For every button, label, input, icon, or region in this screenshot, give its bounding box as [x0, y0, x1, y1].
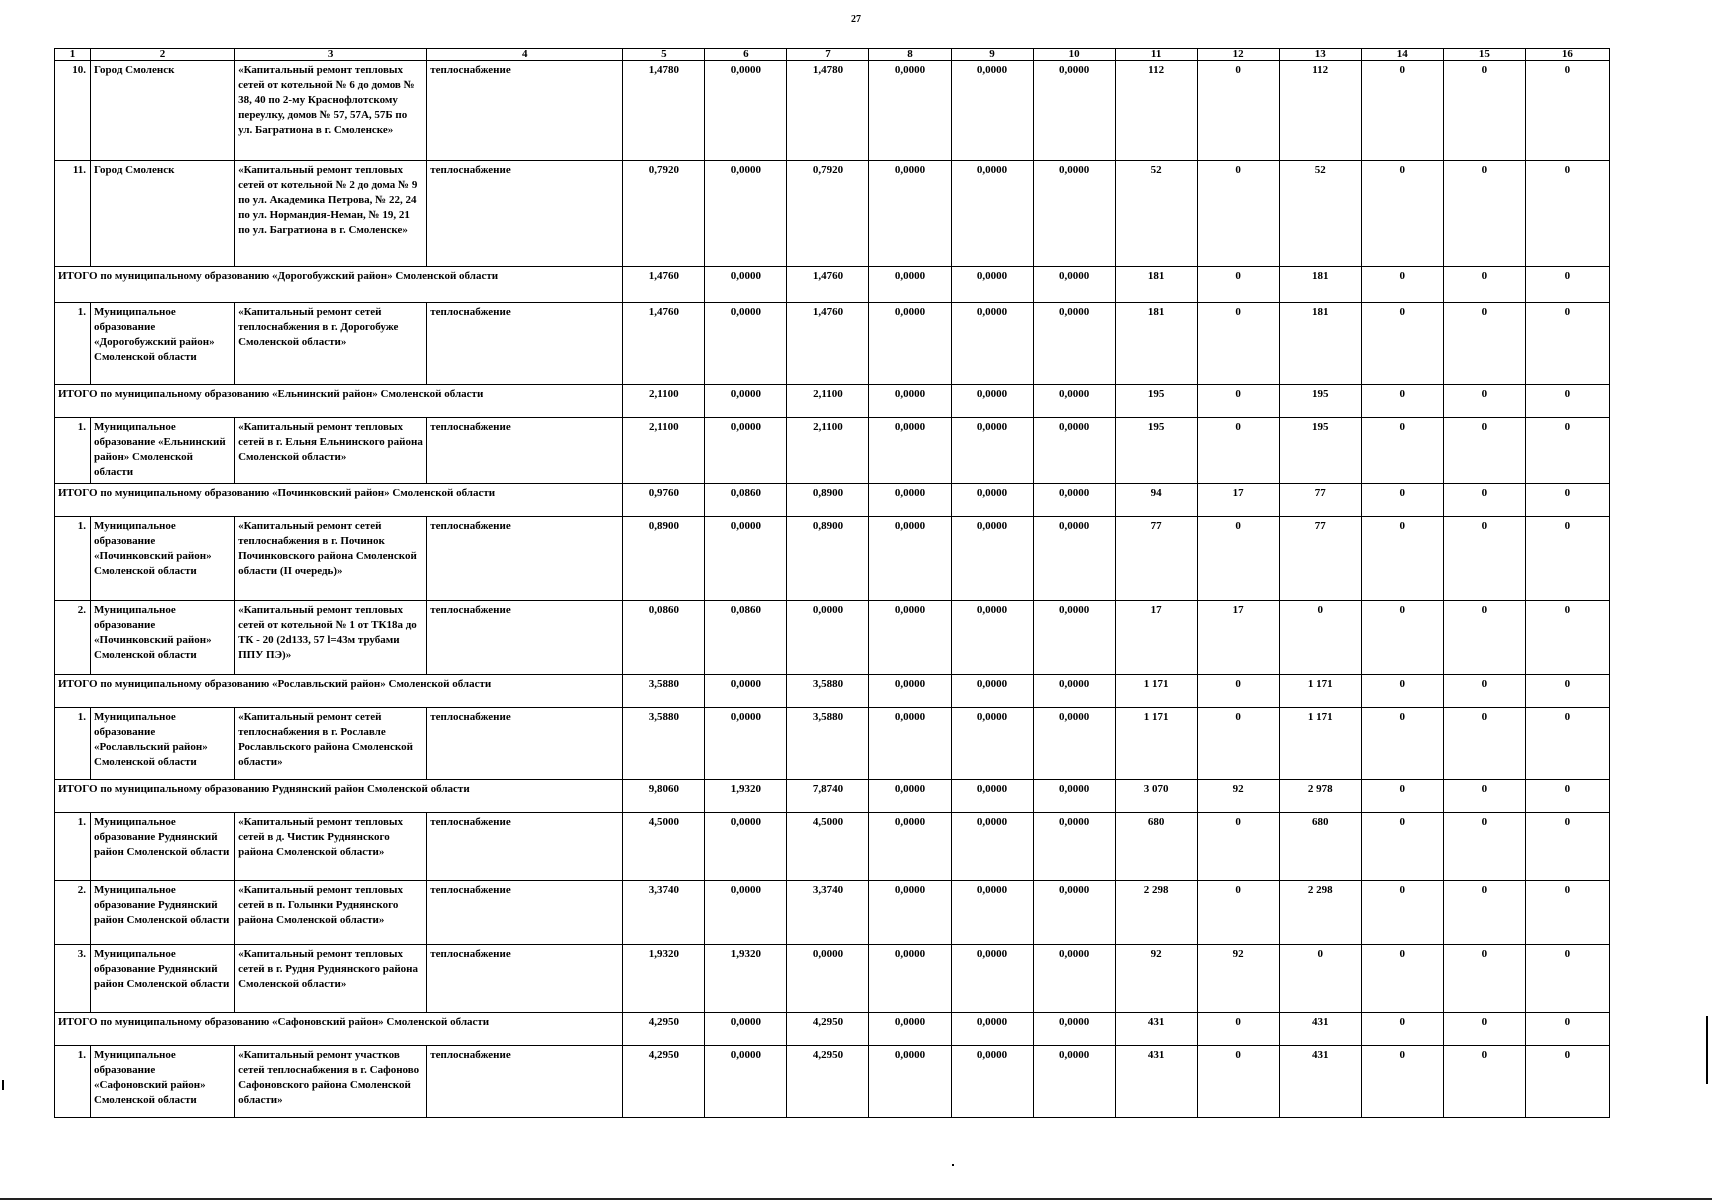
value-cell: 0,0000 [951, 484, 1033, 517]
value-cell: 92 [1197, 780, 1279, 813]
subtotal-row [55, 267, 1610, 303]
municipality-cell: Муниципальное образование Руднянский район Смоленской области [91, 813, 235, 881]
value-cell: 0,0000 [1033, 1013, 1115, 1046]
value-cell: 195 [1279, 418, 1361, 484]
value-cell: 0 [1525, 780, 1609, 813]
column-number-header: 3 [235, 49, 427, 61]
value-cell: 77 [1279, 517, 1361, 601]
column-number-header: 4 [427, 49, 623, 61]
value-cell: 0 [1361, 517, 1443, 601]
value-cell: 3,5880 [787, 675, 869, 708]
value-cell: 0,0000 [869, 945, 951, 1013]
value-cell: 0 [1361, 945, 1443, 1013]
value-cell: 0,0000 [951, 267, 1033, 303]
municipality-cell: Муниципальное образование Руднянский район Смоленской области [91, 881, 235, 945]
value-cell: 2 298 [1279, 881, 1361, 945]
value-cell: 0,0000 [1033, 881, 1115, 945]
value-cell: 0,0000 [1033, 708, 1115, 780]
service-type-cell: теплоснабжение [427, 945, 623, 1013]
value-cell: 195 [1279, 385, 1361, 418]
value-cell: 0,8900 [787, 484, 869, 517]
service-type-cell: теплоснабжение [427, 517, 623, 601]
column-number-header: 7 [787, 49, 869, 61]
value-cell: 4,2950 [787, 1013, 869, 1046]
subtotal-label: ИТОГО по муниципальному образованию «Починковский район» Смоленской области [55, 484, 623, 517]
column-number-row [55, 49, 1610, 61]
value-cell: 0 [1197, 517, 1279, 601]
value-cell: 2 298 [1115, 881, 1197, 945]
value-cell: 0 [1443, 484, 1525, 517]
value-cell: 92 [1197, 945, 1279, 1013]
value-cell: 1 171 [1115, 708, 1197, 780]
value-cell: 0,0000 [1033, 61, 1115, 161]
project-description-cell: «Капитальный ремонт тепловых сетей в г. Ельня Ельнинского района Смоленской области» [235, 418, 427, 484]
value-cell: 0 [1361, 1013, 1443, 1046]
value-cell: 0,0000 [951, 601, 1033, 675]
value-cell: 0 [1525, 601, 1609, 675]
page-number: 27 [851, 14, 861, 25]
value-cell: 1,4760 [787, 267, 869, 303]
value-cell: 0,0000 [1033, 780, 1115, 813]
value-cell: 0 [1361, 601, 1443, 675]
value-cell: 0,0000 [787, 601, 869, 675]
value-cell: 0,0000 [869, 813, 951, 881]
value-cell: 17 [1197, 484, 1279, 517]
value-cell: 0,0000 [869, 881, 951, 945]
value-cell: 0 [1361, 708, 1443, 780]
table-row [55, 601, 1610, 675]
value-cell: 52 [1279, 161, 1361, 267]
municipality-cell: Муниципальное образование «Рославльский район» Смоленской области [91, 708, 235, 780]
table-body [55, 49, 1610, 1118]
value-cell: 0 [1443, 881, 1525, 945]
project-description-cell: «Капитальный ремонт сетей теплоснабжения в г. Рославле Рославльского района Смоленской области» [235, 708, 427, 780]
value-cell: 3 070 [1115, 780, 1197, 813]
value-cell: 0 [1443, 61, 1525, 161]
value-cell: 431 [1115, 1013, 1197, 1046]
value-cell: 7,8740 [787, 780, 869, 813]
value-cell: 2,1100 [787, 418, 869, 484]
municipality-cell: Муниципальное образование «Сафоновский район» Смоленской области [91, 1046, 235, 1118]
value-cell: 0 [1361, 881, 1443, 945]
value-cell: 0,0000 [951, 303, 1033, 385]
value-cell: 0 [1361, 418, 1443, 484]
value-cell: 0,0860 [705, 484, 787, 517]
subtotal-label: ИТОГО по муниципальному образованию «Дорогобужский район» Смоленской области [55, 267, 623, 303]
value-cell: 0 [1361, 675, 1443, 708]
value-cell: 0 [1361, 813, 1443, 881]
row-index: 11. [55, 161, 91, 267]
value-cell: 0,0000 [1033, 418, 1115, 484]
value-cell: 0,0000 [705, 675, 787, 708]
service-type-cell: теплоснабжение [427, 303, 623, 385]
value-cell: 0,0000 [1033, 517, 1115, 601]
service-type-cell: теплоснабжение [427, 161, 623, 267]
value-cell: 77 [1115, 517, 1197, 601]
value-cell: 0 [1197, 385, 1279, 418]
value-cell: 0,0000 [1033, 385, 1115, 418]
value-cell: 3,5880 [623, 708, 705, 780]
value-cell: 0 [1361, 1046, 1443, 1118]
value-cell: 0 [1197, 418, 1279, 484]
value-cell: 0,0000 [1033, 303, 1115, 385]
row-index: 1. [55, 708, 91, 780]
value-cell: 0 [1525, 61, 1609, 161]
value-cell: 0 [1197, 813, 1279, 881]
value-cell: 195 [1115, 385, 1197, 418]
table-row [55, 1046, 1610, 1118]
municipality-cell: Муниципальное образование «Починковский район» Смоленской области [91, 517, 235, 601]
service-type-cell: теплоснабжение [427, 813, 623, 881]
value-cell: 0,0000 [951, 813, 1033, 881]
value-cell: 0,0000 [705, 418, 787, 484]
value-cell: 4,5000 [787, 813, 869, 881]
value-cell: 0 [1361, 61, 1443, 161]
value-cell: 0 [1525, 708, 1609, 780]
project-description-cell: «Капитальный ремонт тепловых сетей в п. Голынки Руднянского района Смоленской области» [235, 881, 427, 945]
value-cell: 4,2950 [787, 1046, 869, 1118]
value-cell: 0,0000 [951, 945, 1033, 1013]
column-number-header: 6 [705, 49, 787, 61]
value-cell: 94 [1115, 484, 1197, 517]
value-cell: 0,0000 [1033, 813, 1115, 881]
value-cell: 0,0000 [1033, 484, 1115, 517]
value-cell: 680 [1279, 813, 1361, 881]
value-cell: 0 [1197, 881, 1279, 945]
column-number-header: 13 [1279, 49, 1361, 61]
table-row [55, 161, 1610, 267]
value-cell: 0 [1443, 675, 1525, 708]
value-cell: 0,0000 [951, 1013, 1033, 1046]
value-cell: 92 [1115, 945, 1197, 1013]
value-cell: 77 [1279, 484, 1361, 517]
value-cell: 680 [1115, 813, 1197, 881]
row-index: 1. [55, 303, 91, 385]
service-type-cell: теплоснабжение [427, 418, 623, 484]
value-cell: 0 [1361, 385, 1443, 418]
value-cell: 0,0000 [951, 881, 1033, 945]
value-cell: 0 [1279, 601, 1361, 675]
value-cell: 0,0860 [705, 601, 787, 675]
subtotal-label: ИТОГО по муниципальному образованию «Рославльский район» Смоленской области [55, 675, 623, 708]
column-number-header: 12 [1197, 49, 1279, 61]
value-cell: 431 [1115, 1046, 1197, 1118]
row-index: 10. [55, 61, 91, 161]
value-cell: 0 [1197, 1013, 1279, 1046]
table-row [55, 61, 1610, 161]
value-cell: 0,0000 [869, 675, 951, 708]
value-cell: 3,3740 [787, 881, 869, 945]
value-cell: 0,0000 [705, 303, 787, 385]
row-index: 1. [55, 418, 91, 484]
value-cell: 0 [1525, 303, 1609, 385]
value-cell: 0,0000 [869, 385, 951, 418]
project-description-cell: «Капитальный ремонт сетей теплоснабжения в г. Починок Починковского района Смоленской области (II очередь)» [235, 517, 427, 601]
table-row [55, 945, 1610, 1013]
value-cell: 0,0000 [1033, 675, 1115, 708]
value-cell: 0 [1197, 675, 1279, 708]
column-number-header: 9 [951, 49, 1033, 61]
municipality-cell: Муниципальное образование Руднянский район Смоленской области [91, 945, 235, 1013]
value-cell: 0,0000 [787, 945, 869, 1013]
value-cell: 0 [1279, 945, 1361, 1013]
value-cell: 0 [1197, 708, 1279, 780]
value-cell: 0,0000 [951, 418, 1033, 484]
table-row [55, 418, 1610, 484]
project-description-cell: «Капитальный ремонт тепловых сетей от котельной № 6 до домов № 38, 40 по 2-му Краснофлотскому переулку, домов № 57, 57А, 57Б по ул. Багратиона в г. Смоленске» [235, 61, 427, 161]
value-cell: 0,0000 [869, 267, 951, 303]
value-cell: 0 [1525, 161, 1609, 267]
value-cell: 0,0000 [1033, 945, 1115, 1013]
value-cell: 17 [1197, 601, 1279, 675]
value-cell: 1,9320 [705, 945, 787, 1013]
municipality-cell: Город Смоленск [91, 161, 235, 267]
value-cell: 0 [1525, 1013, 1609, 1046]
value-cell: 0 [1443, 708, 1525, 780]
value-cell: 1,4760 [623, 303, 705, 385]
row-index: 1. [55, 517, 91, 601]
value-cell: 0 [1525, 517, 1609, 601]
value-cell: 9,8060 [623, 780, 705, 813]
value-cell: 4,2950 [623, 1046, 705, 1118]
value-cell: 195 [1115, 418, 1197, 484]
table-row [55, 303, 1610, 385]
table-row [55, 517, 1610, 601]
row-index: 1. [55, 813, 91, 881]
value-cell: 1,9320 [623, 945, 705, 1013]
column-number-header: 2 [91, 49, 235, 61]
column-number-header: 15 [1443, 49, 1525, 61]
service-type-cell: теплоснабжение [427, 708, 623, 780]
scan-edge-mark [2, 1080, 4, 1090]
column-number-header: 10 [1033, 49, 1115, 61]
subtotal-label: ИТОГО по муниципальному образованию Руднянский район Смоленской области [55, 780, 623, 813]
value-cell: 2 978 [1279, 780, 1361, 813]
subtotal-row [55, 484, 1610, 517]
value-cell: 52 [1115, 161, 1197, 267]
value-cell: 1,4780 [623, 61, 705, 161]
value-cell: 0,0000 [951, 161, 1033, 267]
value-cell: 0,0000 [869, 303, 951, 385]
subtotal-row [55, 780, 1610, 813]
value-cell: 0 [1443, 780, 1525, 813]
value-cell: 0 [1197, 1046, 1279, 1118]
value-cell: 0 [1361, 267, 1443, 303]
subtotal-row [55, 675, 1610, 708]
value-cell: 0 [1525, 1046, 1609, 1118]
value-cell: 0,7920 [623, 161, 705, 267]
value-cell: 181 [1115, 267, 1197, 303]
scan-edge-mark [1706, 1016, 1708, 1084]
value-cell: 0 [1525, 881, 1609, 945]
value-cell: 0,0000 [1033, 161, 1115, 267]
value-cell: 2,1100 [623, 385, 705, 418]
value-cell: 0,0000 [869, 418, 951, 484]
value-cell: 0 [1525, 813, 1609, 881]
value-cell: 1,4760 [787, 303, 869, 385]
service-type-cell: теплоснабжение [427, 601, 623, 675]
value-cell: 0,0000 [705, 1013, 787, 1046]
value-cell: 0 [1443, 385, 1525, 418]
column-number-header: 5 [623, 49, 705, 61]
value-cell: 0,0000 [705, 708, 787, 780]
value-cell: 1 171 [1279, 708, 1361, 780]
value-cell: 0,0000 [869, 161, 951, 267]
value-cell: 0 [1525, 385, 1609, 418]
value-cell: 4,2950 [623, 1013, 705, 1046]
value-cell: 0 [1443, 1013, 1525, 1046]
value-cell: 0,0000 [951, 517, 1033, 601]
column-number-header: 8 [869, 49, 951, 61]
service-type-cell: теплоснабжение [427, 1046, 623, 1118]
column-number-header: 14 [1361, 49, 1443, 61]
value-cell: 2,1100 [623, 418, 705, 484]
table-row [55, 708, 1610, 780]
value-cell: 0 [1197, 267, 1279, 303]
value-cell: 0,0000 [705, 161, 787, 267]
subtotal-label: ИТОГО по муниципальному образованию «Сафоновский район» Смоленской области [55, 1013, 623, 1046]
value-cell: 0 [1525, 945, 1609, 1013]
value-cell: 0,0000 [951, 675, 1033, 708]
value-cell: 0 [1443, 267, 1525, 303]
value-cell: 0 [1361, 780, 1443, 813]
value-cell: 0,0000 [951, 780, 1033, 813]
value-cell: 0,0000 [705, 385, 787, 418]
value-cell: 181 [1279, 303, 1361, 385]
value-cell: 0 [1525, 418, 1609, 484]
value-cell: 0,0000 [869, 601, 951, 675]
value-cell: 0,9760 [623, 484, 705, 517]
value-cell: 1 171 [1279, 675, 1361, 708]
municipality-cell: Муниципальное образование «Дорогобужский район» Смоленской области [91, 303, 235, 385]
value-cell: 0 [1197, 303, 1279, 385]
column-number-header: 11 [1115, 49, 1197, 61]
project-description-cell: «Капитальный ремонт тепловых сетей в д. Чистик Руднянского района Смоленской области» [235, 813, 427, 881]
service-type-cell: теплоснабжение [427, 881, 623, 945]
row-index: 1. [55, 1046, 91, 1118]
municipality-cell: Муниципальное образование «Ельнинский район» Смоленской области [91, 418, 235, 484]
value-cell: 1,4760 [623, 267, 705, 303]
column-number-header: 1 [55, 49, 91, 61]
value-cell: 0,0000 [705, 813, 787, 881]
value-cell: 0,0000 [869, 1046, 951, 1118]
value-cell: 112 [1115, 61, 1197, 161]
project-description-cell: «Капитальный ремонт сетей теплоснабжения в г. Дорогобуже Смоленской области» [235, 303, 427, 385]
value-cell: 431 [1279, 1013, 1361, 1046]
value-cell: 0,0000 [705, 1046, 787, 1118]
value-cell: 0 [1361, 484, 1443, 517]
table-row [55, 813, 1610, 881]
value-cell: 0 [1443, 517, 1525, 601]
project-description-cell: «Капитальный ремонт тепловых сетей в г. Рудня Руднянского района Смоленской области» [235, 945, 427, 1013]
value-cell: 0,0000 [869, 61, 951, 161]
value-cell: 1,4780 [787, 61, 869, 161]
value-cell: 0 [1361, 303, 1443, 385]
project-description-cell: «Капитальный ремонт участков сетей теплоснабжения в г. Сафоново Сафоновского района Смоленской области» [235, 1046, 427, 1118]
value-cell: 0,0860 [623, 601, 705, 675]
column-number-header: 16 [1525, 49, 1609, 61]
value-cell: 0,8900 [623, 517, 705, 601]
subtotal-row [55, 385, 1610, 418]
program-table [54, 48, 1610, 1118]
value-cell: 3,5880 [623, 675, 705, 708]
value-cell: 0 [1443, 1046, 1525, 1118]
value-cell: 0 [1197, 161, 1279, 267]
value-cell: 0 [1443, 418, 1525, 484]
value-cell: 0,0000 [951, 708, 1033, 780]
project-description-cell: «Капитальный ремонт тепловых сетей от котельной № 2 до дома № 9 по ул. Академика Петрова, № 22, 24 по ул. Нормандия-Неман, № 19, 21 по ул. Багратиона в г. Смоленске» [235, 161, 427, 267]
value-cell: 431 [1279, 1046, 1361, 1118]
value-cell: 0,0000 [951, 61, 1033, 161]
value-cell: 0,7920 [787, 161, 869, 267]
row-index: 3. [55, 945, 91, 1013]
service-type-cell: теплоснабжение [427, 61, 623, 161]
value-cell: 0,0000 [869, 1013, 951, 1046]
row-index: 2. [55, 881, 91, 945]
value-cell: 3,3740 [623, 881, 705, 945]
value-cell: 0,0000 [869, 484, 951, 517]
value-cell: 0,0000 [705, 517, 787, 601]
value-cell: 0 [1525, 484, 1609, 517]
value-cell: 0 [1525, 675, 1609, 708]
value-cell: 181 [1279, 267, 1361, 303]
row-index: 2. [55, 601, 91, 675]
value-cell: 0,0000 [1033, 1046, 1115, 1118]
municipality-cell: Муниципальное образование «Починковский район» Смоленской области [91, 601, 235, 675]
value-cell: 0,0000 [869, 517, 951, 601]
value-cell: 1,9320 [705, 780, 787, 813]
value-cell: 181 [1115, 303, 1197, 385]
value-cell: 0,0000 [1033, 267, 1115, 303]
value-cell: 0 [1443, 945, 1525, 1013]
subtotal-label: ИТОГО по муниципальному образованию «Ельнинский район» Смоленской области [55, 385, 623, 418]
value-cell: 0 [1443, 161, 1525, 267]
value-cell: 2,1100 [787, 385, 869, 418]
value-cell: 0,0000 [951, 1046, 1033, 1118]
value-cell: 0,0000 [705, 61, 787, 161]
scan-speck [952, 1164, 954, 1166]
value-cell: 112 [1279, 61, 1361, 161]
value-cell: 4,5000 [623, 813, 705, 881]
value-cell: 0,0000 [951, 385, 1033, 418]
value-cell: 17 [1115, 601, 1197, 675]
value-cell: 0,0000 [705, 267, 787, 303]
value-cell: 0,0000 [869, 708, 951, 780]
value-cell: 0,0000 [1033, 601, 1115, 675]
municipality-cell: Город Смоленск [91, 61, 235, 161]
value-cell: 0 [1443, 303, 1525, 385]
value-cell: 0 [1361, 161, 1443, 267]
value-cell: 0 [1443, 813, 1525, 881]
subtotal-row [55, 1013, 1610, 1046]
table-row [55, 881, 1610, 945]
value-cell: 1 171 [1115, 675, 1197, 708]
value-cell: 0,8900 [787, 517, 869, 601]
value-cell: 0 [1443, 601, 1525, 675]
value-cell: 0 [1197, 61, 1279, 161]
value-cell: 0,0000 [869, 780, 951, 813]
value-cell: 0,0000 [705, 881, 787, 945]
project-description-cell: «Капитальный ремонт тепловых сетей от котельной № 1 от ТК18а до ТК - 20 (2d133, 57 l=43м трубами ППУ ПЭ)» [235, 601, 427, 675]
value-cell: 3,5880 [787, 708, 869, 780]
value-cell: 0 [1525, 267, 1609, 303]
